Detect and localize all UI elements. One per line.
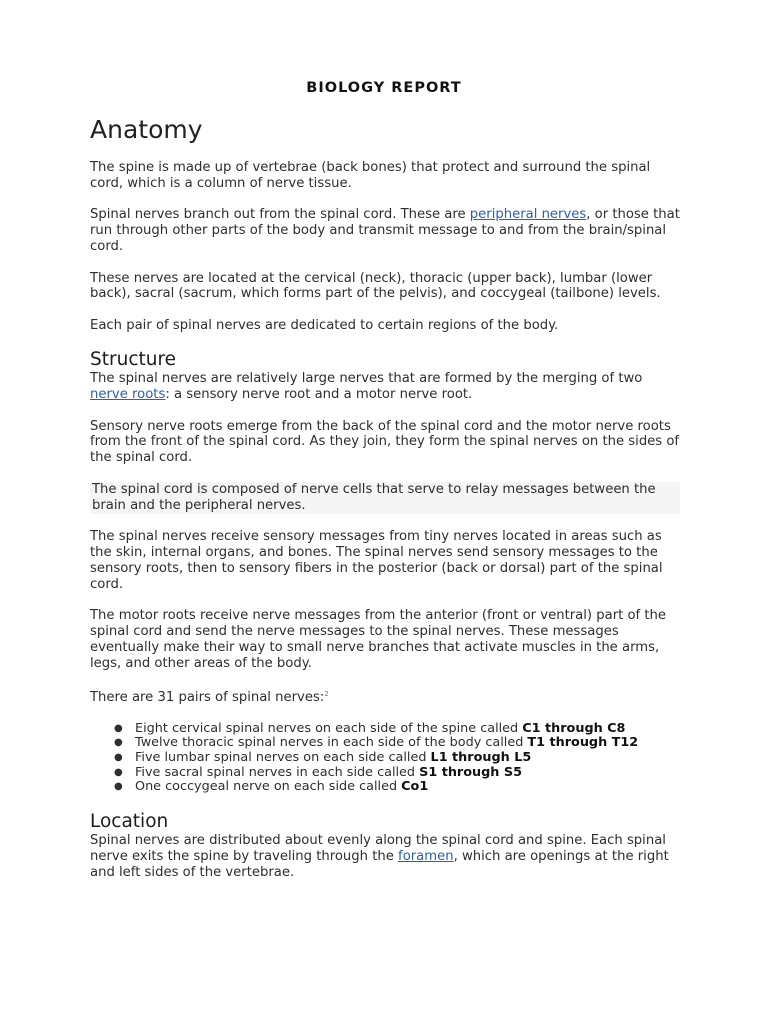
reference-superscript[interactable]: 2	[324, 690, 329, 699]
location-heading: Location	[90, 810, 169, 832]
text-span: Spinal nerves are distributed about evenly along the spinal cord and spine. Each spinal nerve exits the spine by traveling through the	[90, 832, 666, 864]
document-body	[90, 114, 680, 896]
anatomy-paragraph-3: These nerves are located at the cervical (neck), thoracic (upper back), lumbar (lower back), sacral (sacrum, which forms part of the pelvis), and coccygeal (tailbone) levels.	[90, 270, 661, 302]
list-item-text: Twelve thoracic spinal nerves in each side of the body called	[135, 735, 528, 751]
structure-heading: Structure	[90, 349, 177, 371]
structure-paragraph-4: The spinal nerves receive sensory messages from tiny nerves located in areas such as the skin, internal organs, and bones. The spinal nerves send sensory messages to the sensory roots, then to sensory fibers in the posterior (back or dorsal) part of the spinal cord.	[90, 529, 663, 592]
bullet-icon: ●	[114, 722, 123, 734]
list-item	[114, 720, 680, 737]
text-span: : a sensory nerve root and a motor nerve root.	[165, 387, 473, 403]
nerve-roots-link[interactable]: nerve roots	[90, 387, 166, 403]
peripheral-nerves-link[interactable]: peripheral nerves	[469, 207, 587, 223]
list-item	[114, 735, 680, 751]
list-item	[114, 779, 680, 795]
list-item-bold: S1 through S5	[419, 764, 522, 780]
list-item-bold: C1 through C8	[522, 720, 626, 736]
structure-paragraph-3: The spinal cord is composed of nerve cells that serve to relay messages between the brain and the peripheral nerves.	[90, 482, 680, 514]
report-title: BIOLOGY REPORT	[306, 80, 462, 96]
anatomy-paragraph-4: Each pair of spinal nerves are dedicated to certain regions of the body.	[90, 317, 559, 333]
bullet-icon: ●	[114, 737, 123, 749]
list-item-text: Eight cervical spinal nerves on each side of the spine called	[135, 720, 523, 736]
text-span: , or those that run through other parts of the body and transmit message to and from the brain/spinal cord.	[90, 207, 680, 255]
anatomy-paragraph-2	[90, 207, 680, 255]
list-item-bold: L1 through L5	[430, 749, 532, 765]
anatomy-paragraph-1: The spine is made up of vertebrae (back bones) that protect and surround the spinal cord, which is a column of nerve tissue.	[90, 160, 651, 191]
foramen-link[interactable]: foramen	[398, 848, 454, 864]
list-item	[114, 749, 680, 766]
structure-paragraph-1	[90, 371, 680, 403]
structure-paragraph-2: Sensory nerve roots emerge from the back of the spinal cord and the motor nerve roots from the front of the spinal cord. As they join, they form the spinal nerves on the sides of the spinal cord.	[90, 418, 680, 466]
anatomy-heading: Anatomy	[90, 115, 203, 144]
list-item	[114, 764, 680, 781]
text-span: The spinal nerves are relatively large nerves that are formed by the merging of two	[90, 371, 643, 387]
location-paragraph-1	[90, 833, 680, 881]
structure-paragraph-6	[90, 687, 680, 706]
text-span: There are 31 pairs of spinal nerves:	[90, 690, 325, 706]
list-item-text: Five sacral spinal nerves in each side called	[135, 764, 420, 780]
spinal-nerves-list	[90, 722, 680, 795]
bullet-icon: ●	[114, 781, 123, 793]
list-item-bold: T1 through T12	[527, 735, 639, 751]
list-item-bold: Co1	[401, 779, 429, 795]
bullet-icon: ●	[114, 766, 123, 778]
bullet-icon: ●	[114, 751, 123, 763]
list-item-text: Five lumbar spinal nerves on each side called	[135, 749, 431, 765]
text-span: Spinal nerves branch out from the spinal cord. These are	[90, 207, 470, 223]
structure-paragraph-5: The motor roots receive nerve messages from the anterior (front or ventral) part of the spinal cord and send the nerve messages to the spinal nerves. These messages eventually make their way to small nerve branches that activate muscles in the arms, legs, and other areas of the body.	[90, 608, 667, 671]
list-item-text: One coccygeal nerve on each side called	[135, 779, 402, 795]
text-span: , which are openings at the right and left sides of the vertebrae.	[90, 848, 669, 880]
